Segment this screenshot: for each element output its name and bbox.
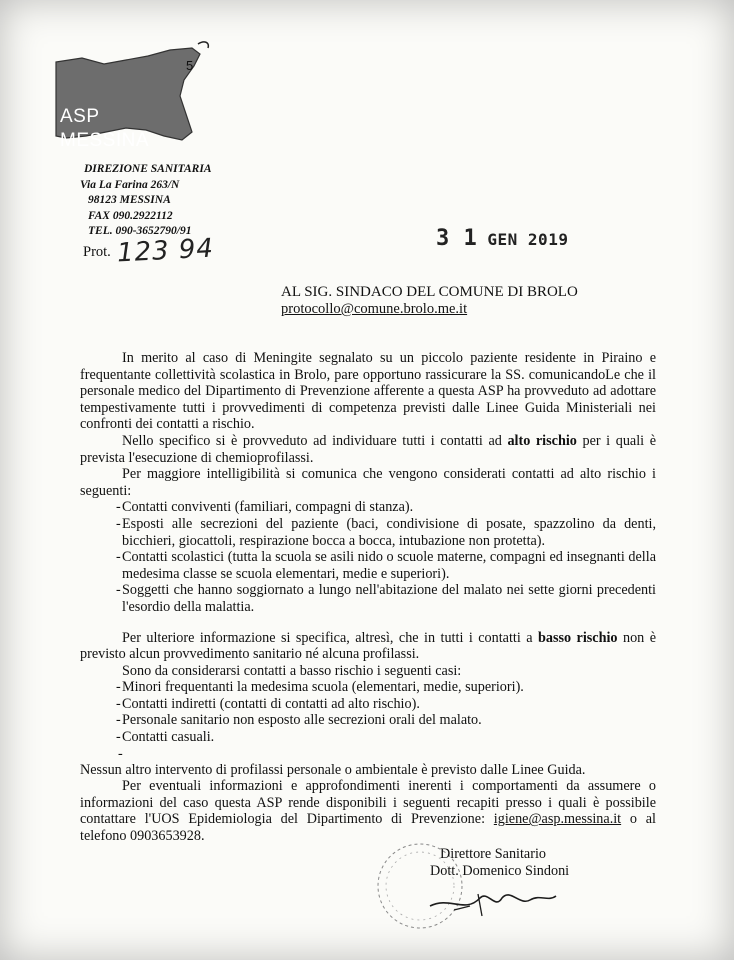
fax-line: FAX 090.2922112 — [88, 209, 173, 222]
text: non è previsto alcun provvedimento sanitario né alcuna profilassi. — [80, 629, 657, 663]
paragraph-high-risk-list-intro: Per maggiore intelligibilità si comunica che vengono considerati contatti ad alto rischio i seguenti: — [80, 466, 656, 499]
low-risk-list — [80, 679, 656, 745]
spacer — [80, 616, 656, 630]
recipient-name: AL SIG. SINDACO DEL COMUNE DI BROLO — [281, 284, 578, 300]
signer-role: Direttore Sanitario — [440, 846, 546, 862]
list-item: - Esposti alle secrezioni del paziente (baci, condivisione di posate, spazzolino da denti, bicchieri, giocattoli, respirazione bocca a bocca, intubazione non protetta). — [80, 516, 656, 549]
letter-body — [80, 350, 656, 845]
list-item: - Contatti indiretti (contatti di contatti ad alto rischio). — [80, 696, 656, 713]
list-item: - Minori frequentanti la medesima scuola (elementari, medie, superiori). — [80, 679, 656, 696]
high-risk-list — [80, 499, 656, 615]
tel-line: TEL. 090-3652790/91 — [88, 225, 192, 237]
letterhead-address — [80, 162, 212, 240]
bold-low-risk: basso rischio — [537, 629, 618, 646]
text: Per eventuali informazioni e approfondimenti inerenti i comportamenti da assumere o informazioni del caso questa ASP rende disponibili i seguenti recapiti presso i quali è possibile contattare l'UOS Epidemiologia del Dipartimento di Prevenzione: — [80, 778, 656, 828]
paragraph-no-other: Nessun altro intervento di profilassi personale o ambientale è previsto dalle Linee Guida. — [80, 761, 586, 778]
protocol-number: 123 94 — [116, 233, 215, 269]
logo-text-asp: ASP — [60, 106, 100, 127]
protocol-label: Prot. — [83, 244, 111, 260]
list-item: - Contatti conviventi (familiari, compagni di stanza). — [80, 499, 656, 516]
epidemiology-email-link[interactable]: igiene@asp.messina.it — [493, 811, 622, 828]
date-stamp — [436, 226, 568, 251]
paragraph-low-risk-list-intro: Sono da considerarsi contatti a basso rischio i seguenti casi: — [122, 662, 462, 679]
asp-messina-logo — [52, 40, 222, 160]
recipient-email-link[interactable]: protocollo@comune.brolo.me.it — [281, 301, 468, 317]
text: Per ulteriore informazione si specifica, altresì, che in tutti i contatti a — [122, 629, 538, 646]
street-address: Via La Farina 263/N — [80, 178, 180, 191]
paragraph-low-risk — [80, 630, 656, 663]
date-stamp-day: 3 1 — [436, 226, 478, 251]
logo-text-city: MESSINA — [60, 130, 150, 151]
text: per i quali è prevista l'esecuzione di chemioprofilassi. — [80, 432, 656, 466]
text: Nello specifico si è provveduto ad individuare tutti i contatti ad — [122, 432, 508, 449]
bold-high-risk: alto rischio — [507, 432, 577, 449]
paragraph-contacts — [80, 778, 656, 844]
text: o al telefono 0903653928. — [80, 811, 656, 845]
paragraph-high-risk — [80, 433, 656, 466]
list-item: - Contatti casuali. — [80, 729, 656, 746]
logo-corner-mark: 5 — [186, 58, 194, 73]
list-item: - Contatti scolastici (tutta la scuola se asili nido o scuole materne, compagni ed insegnanti della medesima classe se scuola elementari, medie e superiori). — [80, 549, 656, 582]
office-name: DIREZIONE SANITARIA — [84, 163, 212, 175]
date-stamp-month-year: GEN 2019 — [487, 230, 569, 249]
signature-block — [430, 846, 569, 880]
city-line: 98123 MESSINA — [88, 194, 171, 206]
signer-name: Dott. Domenico Sindoni — [430, 863, 570, 879]
list-item: - Soggetti che hanno soggiornato a lungo nell'abitazione del malato nei sette giorni precedenti l'esordio della malattia. — [80, 582, 656, 615]
list-item: - Personale sanitario non esposto alle secrezioni orali del malato. — [80, 712, 656, 729]
empty-list-item — [80, 746, 656, 762]
paragraph-intro: In merito al caso di Meningite segnalato su un piccolo paziente residente in Piraino e frequentante collettività scolastica in Brolo, pare opportuno rassicurare la SS. comunicandoLe che il personale medico del Dipartimento di Prevenzione afferente a questa ASP ha provveduto ad adottare tempestivamente tutti i provvedimenti di competenza previsti dalle Linee Guida Ministeriali nei confronti dei contatti a rischio. — [80, 350, 656, 433]
